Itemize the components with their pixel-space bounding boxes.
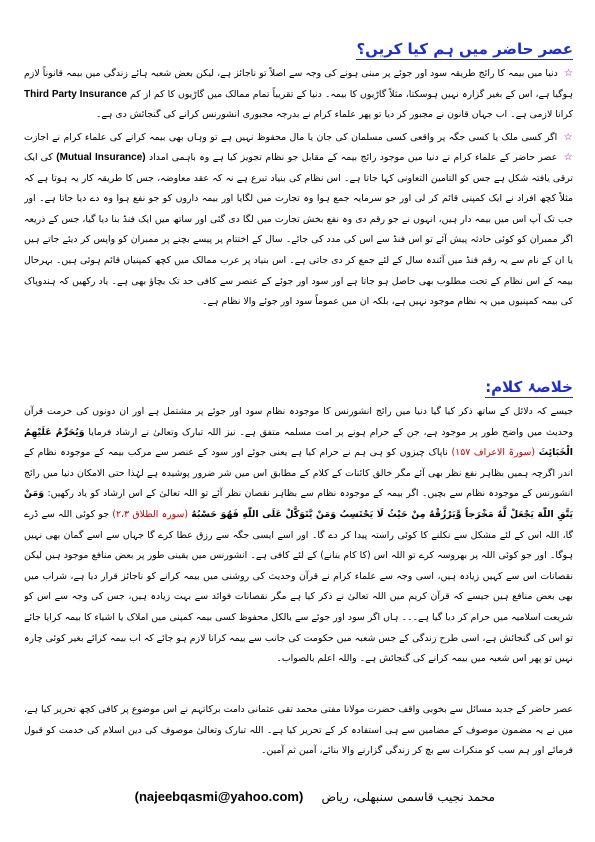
paragraph-summary: جیسے کہ دلائل کے ساتھ ذکر کیا گیا دنیا میں رائج انشورنس کا موجودہ نظام سود اور جوئے پر مشتمل ہے اور ان دونوں کی حرمت قرآن وحدیث میں واضح طور پر موجود ہے، جن کے حرام ہونے پر امت مسلمہ متفق ہے۔ نیز اللہ تبارک وتعالیٰ نے ارشاد فرمایا وَيُحَرِّمُ عَلَيْهِمُ الْخَبَائِثَ (سورۃ الاعراف ۱۵۷) ناپاک چیزوں کو ہی ہم نے حرام کیا ہے یعنی جوئے اور سود کے عنصر سے مرکب بیمہ کے موجودہ نظام کے اندر اگرچہ ہمیں بظاہر نفع نظر بھی آئے مگر خالق کائنات کے کلام کے مطابق اس میں شر ضرور پوشیدہ ہے لہٰذا حتی الامکان دنیا میں رائج انشورنس کے موجودہ نظام سے بچیں۔ اگر بیمہ کے موجودہ نظام سے بظاہر نقصان نظر آئے تو اللہ تعالیٰ کے اس ارشاد کو یاد رکھیں: وَمَنْ يَتَّقِ اللّٰهَ يَجْعَلْ لَّهُ مَخْرَجاً وَّيَرْزُقْهُ مِنْ حَيْثُ لَا يَحْتَسِبُ وَمَنْ يَّتَوَكَّلْ عَلَى اللّٰهِ فَهُوَ حَسْبُهُ (سورہ الطلاق ۲،۳) جو کوئی اللہ سے ڈرے گا، اللہ اس کے لئے مشکل سے نکلنے کا کوئی راستہ پیدا کر دے گا۔ اور اسے ایسی جگہ سے رزق عطا کرے گا جہاں سے اسے گمان بھی نہیں ہوگا۔ اور جو کوئی اللہ پر بھروسہ کرے تو اللہ اس (کا کام بنانے) کے لئے کافی ہے۔ انشورنس میں یقینی طور پر بعض منافع موجود ہیں لیکن نقصانات اس سے کہیں زیادہ ہیں، اسی وجہ سے علماء کرام نے قرآن وحدیث کی روشنی میں بیمہ کرانے کو ناجائز قرار دیا ہے، شراب میں بھی بعض منافع ہیں جیسے کہ قرآن کریم میں اللہ تعالیٰ نے ذکر کیا ہے مگر نقصانات فوائد سے بہت زیادہ ہیں، جس کی وجہ سے اس کو شریعت اسلامیہ میں حرام کر دیا گیا ہے۔۔۔ ہاں اگر سود اور جوئے سے بالکل محفوظ کسی بیمہ کمپنی میں املاک یا اشیاء کا بیمہ کرایا جائے تو اس کی گنجائش ہے، اسی طرح زندگی کے جس شعبہ میں حکومت کی جانب سے بیمہ کرانا لازم ہو جائے کہ اب بیمہ کرائے بغیر کوئی چارہ نہیں تو پھر اس شعبہ میں بیمہ کرانے کی گنجائش ہے۔ واللہ اعلم بالصواب۔ bbox=[24, 406, 573, 665]
section-heading-summary bbox=[485, 378, 573, 396]
paragraph-security-exception: ☆ اگر کسی ملک یا کسی جگہ پر واقعی کسی مسلمان کی جان یا مال محفوظ نہیں ہے تو وہاں بھی بیمہ کرانے کی علماء کرام نے اجازت bbox=[24, 132, 573, 143]
star-outline-icon: ☆ bbox=[563, 68, 573, 79]
section-heading-what-to-do bbox=[356, 40, 573, 58]
english-term: (Mutual Insurance) bbox=[56, 152, 146, 163]
verse-reference: (سورہ الطلاق ۲،۳) bbox=[112, 508, 188, 520]
english-term: Third Party Insurance bbox=[24, 88, 127, 100]
paragraph-acknowledgement: عصر حاضر کے جدید مسائل سے بخوبی واقف حضرت مولانا مفتی محمد تقی عثمانی دامت برکاتہم نے اس موضوع پر کافی کچھ تحریر کیا ہے، میں نے یہ مضمون موصوف کے مضامین سے ہی استفادہ کر کے تحریر کیا ہے۔ اللہ تبارک وتعالیٰ موصوف کی دین اسلام کی خدمت کو قبول فرمائے اور ہم سب کو منکرات سے بچ کر زندگی گزارنے والا بنائے، آمین ثم آمین۔ bbox=[24, 704, 573, 757]
signature-line bbox=[100, 786, 495, 808]
paragraph-vehicle-insurance: ☆ دنیا میں بیمہ کا رائج طریقہ سود اور جوئے پر مبنی ہونے کی وجہ سے اصلاً تو ناجائز ہے، لیکن بعض شعبہ ہائے زندگی میں بیمہ قانوناً لازم ہوگیا ہے، اس کے بغیر گزارہ نہیں ہوسکتا، مثلاً گاڑیوں کا بیمہ۔ دنیا کے تقریباً تمام ممالک میں گاڑیوں کا کم از کم Third Party Insurance کرانا لازمی ہے۔ اب جہاں قانون نے مجبور کر دیا تو پھر علماء کرام نے بدرجہ مجبوری انشورنس کرانے کی گنجائش دی ہے۔ bbox=[24, 68, 573, 121]
paragraph-mutual-insurance: ☆ عصر حاضر کے علماء کرام نے دنیا میں موجود رائج بیمہ کے مقابل جو نظام تجویز کیا ہے وہ باہمی امداد (Mutual Insurance) کی ایک ترقی یافتہ شکل ہے جس کو التامین التعاونی کہا جاتا ہے۔ اس نظام کی بنیاد تبرع ہے نہ کہ عقد معاوضہ، جس کا طریقہ کار یہ ہوتا ہے کہ مثلاً کچھ افراد نے ایک کمپنی قائم کر لی اور جو سرمایہ جمع ہوا وہ تجارت میں لگایا اور بیمہ داروں کو جو نفع ہوا وہ دے دیا جاتا ہے۔ اور جب تک آپ اس میں بیمہ دار ہیں، انہوں نے جو رقم دی وہ نفع بخش تجارت میں لگا دی گئی اور ساتھ میں ایک فنڈ بنا دیا گیا، جس کے ذریعہ اگر ممبران کو کوئی حادثہ پیش آئے تو اس فنڈ سے اس کی مدد کی جائے۔ سال کے اختتام پر پیسے بچنے پر ممبران کو واپس کر دیئے جاتے ہیں یا ان کے نام سے یہ رقم فنڈ میں آئندہ سال کے لئے جمع کر دی جاتی ہے۔ اس بنیاد پر عرب ممالک میں کچھ کمپنیاں قائم ہوئی ہیں۔ بہرحال بیمہ کے اس نظام کے تحت مطلوب بھی حاصل ہو جاتا ہے اور سود اور جوئے کے عنصر سے کافی حد تک بچاؤ بھی ہے۔ یاد رکھیں کہ ہندوپاک کی بیمہ کمپنیوں میں یہ نظام موجود نہیں ہے، بلکہ ان میں عموماً سود اور جوئے والا نظام ہے۔ bbox=[24, 152, 573, 308]
heading-text: عصر حاضر میں ہم کیا کریں؟ bbox=[356, 40, 573, 58]
quran-verse: وَمَنْ يَتَّقِ اللّٰهَ يَجْعَلْ لَّهُ مَخْرَجاً وَّيَرْزُقْهُ مِنْ حَيْثُ لَا يَحْتَسِبُ وَمَنْ يَّتَوَكَّلْ عَلَى اللّٰهِ فَهُوَ حَسْبُهُ bbox=[24, 488, 573, 520]
star-outline-icon: ☆ bbox=[563, 132, 573, 143]
star-outline-icon: ☆ bbox=[563, 152, 573, 163]
quran-verse: وَيُحَرِّمُ عَلَيْهِمُ الْخَبَائِثَ bbox=[24, 426, 573, 459]
verse-reference: (سورۃ الاعراف ۱۵۷) bbox=[451, 447, 536, 459]
heading-text: خلاصۂ کلام: bbox=[485, 378, 573, 396]
author-name: محمد نجیب قاسمی سنبھلی، ریاض bbox=[321, 790, 495, 804]
author-email: (najeebqasmi@yahoo.com) bbox=[134, 789, 304, 804]
